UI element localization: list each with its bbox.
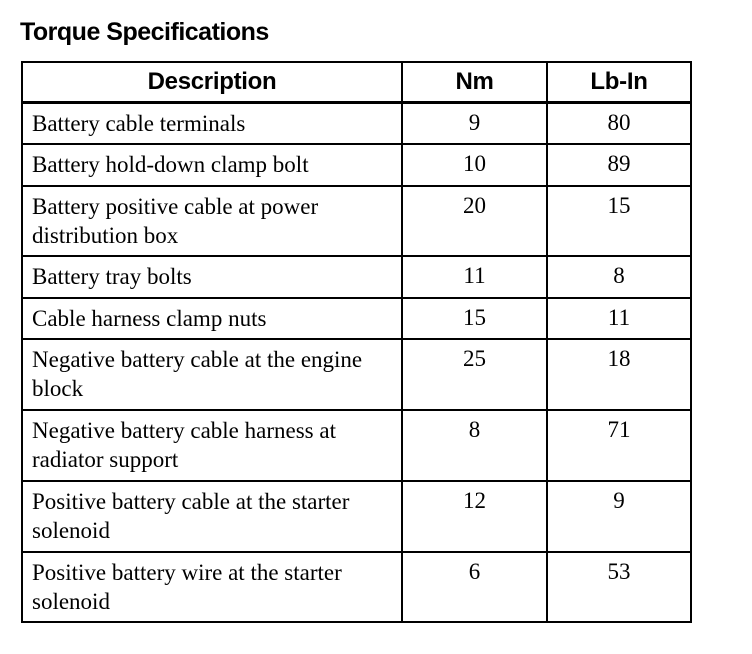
nm-cell: 20 [402, 186, 547, 256]
nm-cell: 11 [402, 256, 547, 298]
lb-in-cell: 11 [547, 298, 691, 339]
table-row [22, 298, 691, 339]
lb-in-cell: 80 [547, 103, 691, 144]
nm-cell: 8 [402, 410, 547, 481]
table-row [22, 256, 691, 298]
nm-cell: 10 [402, 144, 547, 186]
description-cell: Positive battery wire at the starter solenoid [22, 552, 402, 622]
description-cell: Positive battery cable at the starter solenoid [22, 481, 402, 552]
table-row [22, 410, 691, 481]
nm-cell: 9 [402, 103, 547, 144]
table-row [22, 481, 691, 552]
lb-in-cell: 15 [547, 186, 691, 256]
table-row [22, 103, 691, 144]
description-cell: Battery tray bolts [22, 256, 402, 298]
description-cell: Battery hold-down clamp bolt [22, 144, 402, 186]
table-row [22, 186, 691, 256]
column-header-description: Description [22, 62, 402, 103]
description-cell: Negative battery cable at the engine block [22, 339, 402, 410]
description-cell: Battery positive cable at power distribution box [22, 186, 402, 256]
page-title: Torque Specifications [20, 18, 269, 46]
lb-in-cell: 71 [547, 410, 691, 481]
table-row [22, 144, 691, 186]
lb-in-cell: 89 [547, 144, 691, 186]
description-cell: Battery cable terminals [22, 103, 402, 144]
description-cell: Cable harness clamp nuts [22, 298, 402, 339]
nm-cell: 15 [402, 298, 547, 339]
column-header-lb-in: Lb-In [547, 62, 691, 103]
table-header-row [22, 62, 691, 103]
lb-in-cell: 53 [547, 552, 691, 622]
lb-in-cell: 8 [547, 256, 691, 298]
table-row [22, 339, 691, 410]
nm-cell: 25 [402, 339, 547, 410]
table-row [22, 552, 691, 622]
lb-in-cell: 18 [547, 339, 691, 410]
lb-in-cell: 9 [547, 481, 691, 552]
torque-spec-table [21, 61, 692, 623]
column-header-nm: Nm [402, 62, 547, 103]
description-cell: Negative battery cable harness at radiator support [22, 410, 402, 481]
nm-cell: 12 [402, 481, 547, 552]
nm-cell: 6 [402, 552, 547, 622]
